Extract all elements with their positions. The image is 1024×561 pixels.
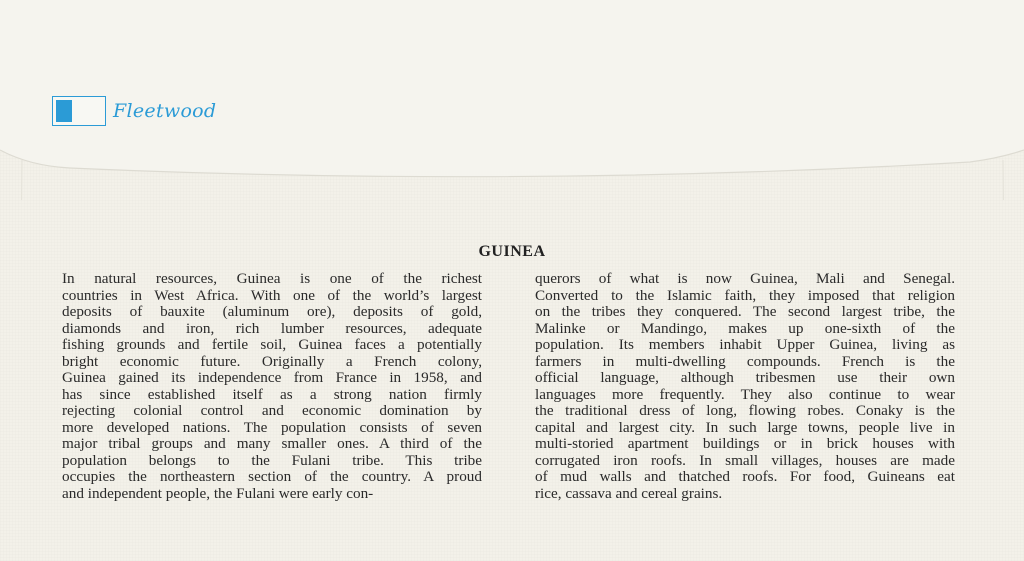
text-line: diamonds and iron, rich lumber resources, adequate	[62, 319, 482, 337]
text-line: In natural resources, Guinea is one of the richest	[62, 270, 482, 287]
text-line: the traditional dress of long, flowing robes. Conaky is the	[535, 402, 955, 419]
text-line: more developed nations. The population consists of seven	[62, 418, 482, 436]
text-line: farmers in multi-dwelling compounds. French is the	[535, 352, 955, 370]
text-line: on the tribes they conquered. The second largest tribe, the	[535, 303, 955, 320]
text-line: major tribal groups and many smaller ones. A third of the	[62, 435, 482, 452]
text-line: official language, although tribesmen use their own	[535, 369, 955, 386]
text-line: Converted to the Islamic faith, they imposed that religion	[535, 286, 955, 304]
text-line: Malinke or Mandingo, makes up one-sixth of the	[535, 319, 955, 337]
text-line: rice, cassava and cereal grains.	[535, 484, 723, 502]
text-line: occupies the northeastern section of the country. A proud	[62, 468, 482, 485]
text-line: fishing grounds and fertile soil, Guinea faces a potentially	[62, 336, 482, 353]
left-column-text	[62, 271, 482, 502]
text-line: languages more frequently. They also continue to wear	[535, 385, 955, 403]
text-line: population. Its members inhabit Upper Guinea, living as	[535, 336, 955, 353]
text-line: countries in West Africa. With one of the world’s largest	[62, 286, 482, 304]
text-line: has since established itself as a strong nation firmly	[62, 385, 482, 403]
text-line: corrugated iron roofs. In small villages, houses are made	[535, 451, 955, 469]
text-line: multi-storied apartment buildings or in brick houses with	[535, 435, 955, 452]
text-line: rejecting colonial control and economic domination by	[62, 402, 482, 419]
text-line: population belongs to the Fulani tribe. This tribe	[62, 451, 482, 469]
logo-mark-icon	[52, 96, 106, 126]
text-line: and independent people, the Fulani were early con-	[62, 484, 374, 502]
page-title: GUINEA	[478, 243, 546, 260]
brand-name: Fleetwood	[113, 100, 217, 122]
text-line: capital and largest city. In such large towns, people live in	[535, 418, 955, 436]
text-line: Guinea gained its independence from France in 1958, and	[62, 369, 482, 386]
text-line: bright economic future. Originally a French colony,	[62, 352, 482, 370]
fleetwood-logo	[52, 95, 216, 127]
text-line: querors of what is now Guinea, Mali and Senegal.	[535, 270, 955, 287]
right-column-text	[535, 271, 955, 502]
text-line: deposits of bauxite (aluminum ore), deposits of gold,	[62, 303, 482, 320]
text-line: of mud walls and thatched roofs. For food, Guineans eat	[535, 468, 955, 485]
